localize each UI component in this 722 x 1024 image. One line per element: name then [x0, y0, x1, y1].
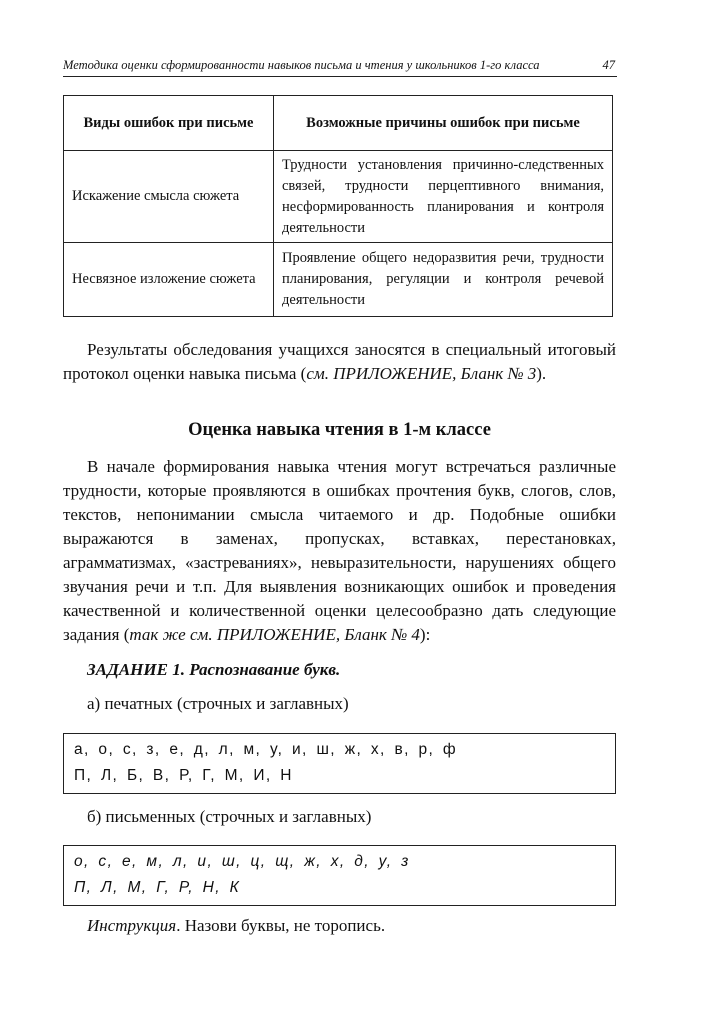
- table-header-row: [64, 96, 613, 151]
- table-header-causes: Возможные причины ошибок при письме: [274, 96, 613, 151]
- running-header: [63, 56, 617, 77]
- table-row: [64, 151, 613, 243]
- section-title: Оценка навыка чтения в 1-м классе: [188, 420, 491, 440]
- task-1-heading: ЗАДАНИЕ 1. Распознавание букв.: [87, 660, 341, 679]
- handwritten-letters-line-2: П, Л, М, Г, Р, Н, К: [74, 879, 241, 896]
- intro-paragraph: В начале формирования навыка чтения могут встречаться различные трудности, которые проявляются в ошибках прочтения букв, слогов, слов, текстов, непонимании смысла читаемого и др. Подобные ошибки выражаются в заменах, пропусках, вставках, перестановках, аграмматизмах, «застреваниях», невыразительности, нарушениях общего звучания речи и т.п. Для выявления возникающих ошибок и проведения качественной и количественной оценки целесообразно дать следующие задания (так же см. ПРИЛОЖЕНИЕ, Бланк № 4):: [63, 457, 616, 644]
- table-cell-error-type: Искажение смысла сюжета: [64, 151, 274, 243]
- printed-letters-label: а) печатных (строчных и заглавных): [87, 694, 349, 713]
- handwritten-letters-label: б) письменных (строчных и заглавных): [87, 807, 372, 826]
- instruction-label: Инструкция: [87, 916, 177, 935]
- printed-letters-line-2: П, Л, Б, В, Р, Г, М, И, Н: [74, 767, 293, 784]
- printed-letters-box: [63, 733, 616, 794]
- writing-errors-table: [63, 95, 613, 317]
- handwritten-letters-line-1: о, с, е, м, л, и, ш, ц, щ, ж, х, д, у, з: [74, 853, 410, 870]
- instruction-line: Инструкция. Назови буквы, не торопись.: [87, 916, 386, 935]
- page-number: 47: [602, 58, 615, 72]
- table-cell-cause: Трудности установления причинно-следственных связей, трудности перцептивного внимания, несформированность планирования и контроля деятельности: [274, 151, 613, 243]
- table-cell-error-type: Несвязное изложение сюжета: [64, 243, 274, 317]
- results-paragraph: Результаты обследования учащихся заносятся в специальный итоговый протокол оценки навыка письма (см. ПРИЛОЖЕНИЕ, Бланк № 3).: [63, 340, 616, 383]
- table-row: [64, 243, 613, 317]
- table-cell-cause: Проявление общего недоразвития речи, трудности планирования, регуляции и контроля речевой деятельности: [274, 243, 613, 317]
- printed-letters-line-1: а, о, с, з, е, д, л, м, у, и, ш, ж, х, в, р, ф: [74, 741, 458, 758]
- table-header-error-types: Виды ошибок при письме: [64, 96, 274, 151]
- running-header-title: Методика оценки сформированности навыков письма и чтения у школьников 1-го класса: [63, 58, 540, 72]
- handwritten-letters-box: [63, 845, 616, 906]
- intro-reference: так же см. ПРИЛОЖЕНИЕ, Бланк № 4: [129, 625, 420, 644]
- results-reference: см. ПРИЛОЖЕНИЕ, Бланк № 3: [306, 364, 537, 383]
